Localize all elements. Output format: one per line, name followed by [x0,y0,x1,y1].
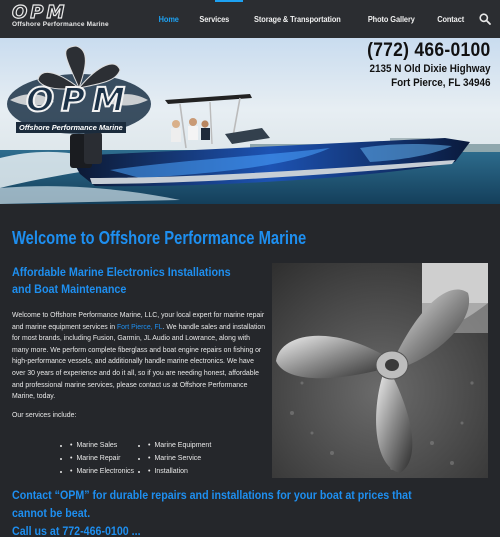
hero-banner [0,38,500,204]
location-link[interactable]: Fort Pierce, FL [116,323,163,331]
main-nav [149,0,492,38]
list-item: • • Marine Service [148,453,240,465]
cta-line-1: Contact “OPM” for durable repairs and installations for your boat at prices that cannot be beat. [12,488,412,520]
propeller-photo [272,263,488,478]
logo-subtext: Offshore Performance Marine [12,21,109,28]
nav-services[interactable]: Services [199,14,229,24]
logo-text: OPM [12,2,68,23]
top-nav-bar [0,0,500,38]
address-line-2: Fort Pierce, FL 34946 [390,77,490,89]
intro-text-2: . We handle sales and installation for most brands, including Fusion, Garmin, JL Audio and Lowrance, along with many more. We perform complete fiberglass and boat engine repairs on fishing or high-performance vessels, and additionally handle marine electronics. We have over 30 years of experience and do it all, so if you are needing honest, affordable and professional marine services, please contact us at Offshore Performance Marine, today. [12,323,266,401]
nav-contact[interactable]: Contact [436,14,464,24]
main-content [0,204,500,537]
search-icon[interactable] [478,12,492,26]
list-item: • • Marine Repair [70,453,148,465]
section-subheading: Affordable Marine Electronics Installations and Boat Maintenance [12,265,231,296]
phone-number[interactable]: (772) 466-0100 [366,40,490,61]
nav-home[interactable]: Home [158,14,180,24]
propeller-image [272,263,488,478]
services-intro: Our services include: [12,412,77,419]
hero-brand-logo [4,44,154,144]
list-item: • • Installation [148,466,240,478]
welcome-heading: Welcome to Offshore Performance Marine [12,228,307,248]
hero-logo-text: OPM [26,80,133,119]
contact-block [356,40,491,90]
nav-storage-transportation[interactable]: Storage & Transportation [254,14,342,24]
address-line-1: 2135 N Old Dixie Highway [368,63,490,75]
hero-logo-subtext: Offshore Performance Marine [16,122,126,133]
services-list [70,440,240,478]
call-to-action [12,486,425,537]
list-item: • • Marine Sales [70,440,148,452]
intro-text-1: Welcome to Offshore Performance Marine, LLC, your local expert for marine repair and marine equipment services in [12,312,265,331]
list-item: • • Marine Equipment [148,440,240,452]
site-logo[interactable] [12,4,120,32]
cta-line-2[interactable]: Call us at 772-466-0100 ... [12,524,141,537]
list-item: • • Marine Electronics [70,466,148,478]
nav-photo-gallery[interactable]: Photo Gallery [367,14,415,24]
intro-paragraph [12,310,268,403]
